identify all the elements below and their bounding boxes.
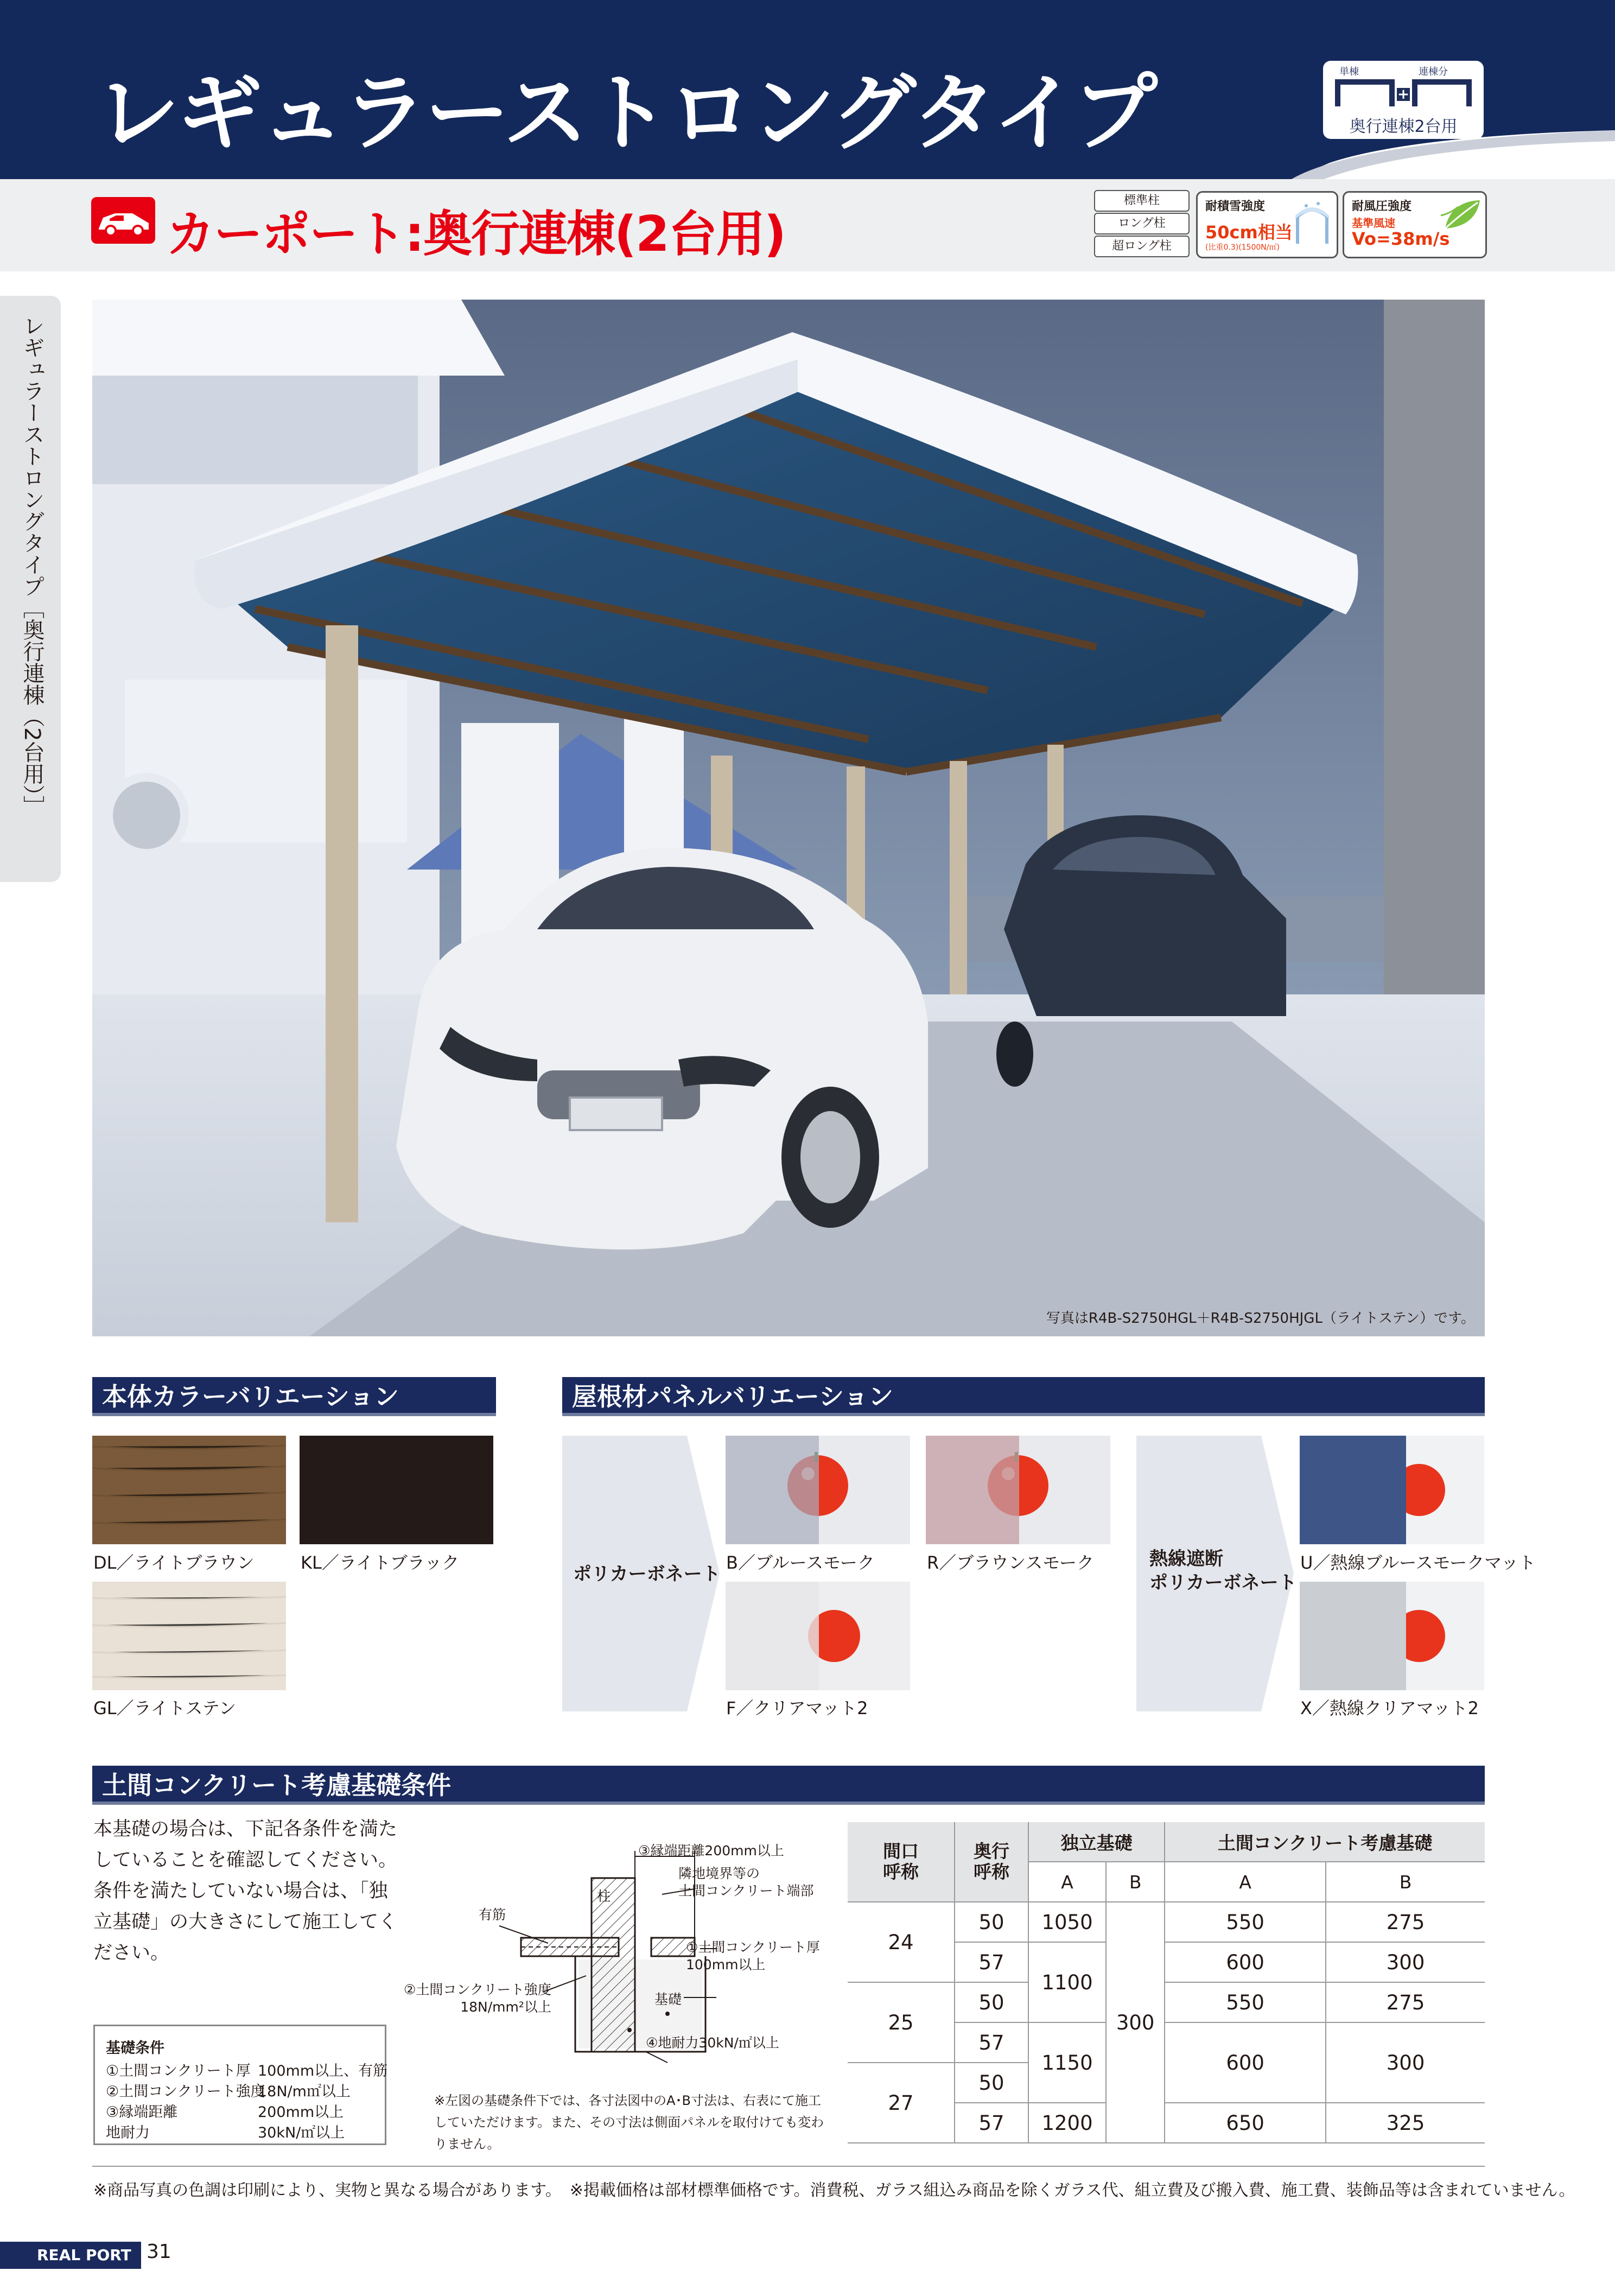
foundation-heading: 土間コンクリート考慮基礎条件 — [92, 1766, 1485, 1805]
snow-load-value: 50cm相当 — [1205, 222, 1293, 243]
swatch-label-gl: GL／ライトステン — [93, 1698, 237, 1718]
cell-width: 24 — [848, 1902, 955, 1982]
cell-slab-b: 325 — [1326, 2103, 1485, 2143]
condition-value: 100mm以上、有筋 — [258, 2063, 388, 2079]
cell-slab-a: 600 — [1165, 1942, 1326, 1982]
cell-slab-b: 300 — [1326, 2022, 1485, 2103]
col-header-width: 間口 呼称 — [848, 1822, 955, 1902]
col-header-b: B — [1106, 1862, 1165, 1902]
photo-caption: 写真はR4B-S2750HGL＋R4B-S2750HJGL（ライトステン）です。 — [1046, 1310, 1475, 1327]
carport-layout-icon — [1331, 75, 1476, 111]
page-number: 31 — [147, 2241, 171, 2263]
wind-load-value: Vo=38m/s — [1352, 229, 1450, 249]
svg-text:+: + — [1397, 86, 1409, 103]
cell-indep-b: 300 — [1106, 1902, 1165, 2143]
badge-caption: 奥行連棟2台用 — [1349, 117, 1458, 136]
diagram-label-bearing: ④地耐力30kN/㎡以上 — [646, 2035, 779, 2051]
wind-leaf-icon — [1440, 196, 1483, 234]
col-header-depth: 奥行 呼称 — [955, 1822, 1028, 1902]
swatch-light-stainless — [92, 1582, 286, 1690]
group-label-polycarbonate: ポリカーボネート — [573, 1563, 721, 1585]
cell-slab-b: 275 — [1326, 1902, 1485, 1942]
snow-load-spec — [1196, 191, 1338, 258]
condition-key: 地耐力 — [106, 2124, 150, 2141]
panel-brown-smoke — [926, 1436, 1110, 1544]
cell-indep-a: 1050 — [1028, 1902, 1106, 1942]
diagram-label-base: 基礎 — [654, 1991, 682, 2007]
section-title: カーポート:奥行連棟(2台用) — [166, 206, 785, 263]
snow-load-heading: 耐積雪強度 — [1205, 200, 1266, 213]
group-label-heat-shield: 熱線遮断 ポリカーボネート — [1149, 1548, 1297, 1594]
cell-depth: 50 — [955, 1902, 1028, 1942]
cell-width: 27 — [848, 2063, 955, 2143]
panel-label-r: R／ブラウンスモーク — [927, 1552, 1094, 1573]
foundation-description: 本基礎の場合は、下記各条件を満たしていることを確認してください。条件を満たしていない場合は、「独立基礎」の大きさにして施工してください。 — [93, 1818, 398, 1964]
product-photo — [92, 300, 1485, 1336]
cell-depth: 50 — [955, 1982, 1028, 2022]
col-header-a: A — [1028, 1862, 1106, 1902]
cell-depth: 57 — [955, 1942, 1028, 1982]
badge-label-extension: 連棟分 — [1419, 66, 1448, 78]
swatch-light-black — [300, 1436, 493, 1544]
col-header-a: A — [1165, 1862, 1326, 1902]
panel-clear-matte — [726, 1582, 910, 1690]
condition-value: 200mm以上 — [258, 2104, 344, 2121]
cell-slab-a: 550 — [1165, 1902, 1326, 1942]
foundation-conditions-box — [93, 2025, 386, 2145]
cell-indep-a: 1150 — [1028, 2022, 1106, 2103]
swatch-light-brown — [92, 1436, 286, 1544]
swatch-label-kl: KL／ライトブラック — [301, 1552, 460, 1573]
diagram-label-pillar: 柱 — [597, 1888, 611, 1904]
condition-key: ②土間コンクリート強度 — [106, 2083, 265, 2100]
badge-label-single: 単棟 — [1339, 66, 1359, 78]
condition-key: ①土間コンクリート厚 — [106, 2063, 251, 2079]
diagram-label-boundary: 隣地境界等の 土間コンクリート端部 — [678, 1866, 814, 1899]
page-title: レギュラーストロングタイプ — [95, 64, 1156, 162]
foundation-dimension-table — [848, 1822, 1485, 2143]
body-color-heading: 本体カラーバリエーション — [92, 1377, 496, 1416]
cell-slab-a: 550 — [1165, 1982, 1326, 2022]
col-header-b: B — [1326, 1862, 1485, 1902]
post-type-extra-long: 超ロング柱 — [1094, 236, 1190, 257]
cell-width: 25 — [848, 1982, 955, 2063]
diagram-label-thickness: ①土間コンクリート厚 100mm以上 — [686, 1939, 820, 1972]
cell-indep-a: 1100 — [1028, 1942, 1106, 2022]
diagram-label-edge-distance: ③縁端距離200mm以上 — [638, 1843, 784, 1859]
cell-depth: 57 — [955, 2022, 1028, 2063]
wind-load-heading: 耐風圧強度 — [1352, 200, 1412, 213]
diagram-note: ※左図の基礎条件下では、各寸法図中のA･B寸法は、右表にて施工していただけます。また、その寸法は側面パネルを取付けても変わりません。 — [434, 2093, 824, 2152]
condition-key: ③縁端距離 — [106, 2104, 178, 2121]
wind-load-spec — [1343, 191, 1487, 258]
footer-divider — [92, 2166, 1485, 2167]
diagram-label-strength: ②土間コンクリート強度 18N/mm²以上 — [404, 1982, 551, 2015]
condition-value: 30kN/㎡以上 — [258, 2124, 345, 2141]
layout-badge — [1323, 61, 1484, 139]
panel-label-b: B／ブルースモーク — [726, 1552, 875, 1573]
swatch-label-dl: DL／ライトブラウン — [93, 1552, 255, 1573]
conditions-title: 基礎条件 — [106, 2040, 164, 2057]
snow-load-note: (比重0.3)(1500N/㎡) — [1205, 243, 1280, 252]
panel-blue-smoke — [726, 1436, 910, 1544]
cell-slab-b: 300 — [1326, 1942, 1485, 1982]
cell-depth: 50 — [955, 2063, 1028, 2103]
wind-load-sub: 基準風速 — [1352, 217, 1395, 230]
snow-icon — [1294, 200, 1330, 247]
col-header-independent: 独立基礎 — [1028, 1822, 1165, 1862]
side-index-label: レギュラーストロングタイプ［奥行連棟（2台用）］ — [20, 315, 44, 817]
panel-label-u: U／熱線ブルースモークマット — [1300, 1552, 1536, 1573]
condition-value: 18N/m㎡以上 — [258, 2083, 351, 2100]
footnote: ※商品写真の色調は印刷により、実物と異なる場合があります。 ※掲載価格は部材標準価格です。消費税、ガラス組込み商品を除くガラス代、組立費及び搬入費、施工費、装飾品等は含まれていません。 — [93, 2181, 1575, 2200]
post-type-standard: 標準柱 — [1094, 190, 1190, 212]
cell-slab-b: 275 — [1326, 1982, 1485, 2022]
car-icon — [91, 197, 155, 244]
panel-heat-blue-smoke-matte — [1300, 1436, 1484, 1544]
roof-panel-heading: 屋根材パネルバリエーション — [562, 1377, 1485, 1416]
col-header-slab: 土間コンクリート考慮基礎 — [1165, 1822, 1485, 1862]
panel-heat-clear-matte — [1300, 1582, 1484, 1690]
cell-slab-a: 650 — [1165, 2103, 1326, 2143]
panel-label-x: X／熱線クリアマット2 — [1300, 1698, 1479, 1718]
footer-brand: REAL PORT Ⅳ — [0, 2242, 141, 2269]
post-type-long: ロング柱 — [1094, 213, 1190, 234]
cell-slab-a: 600 — [1165, 2022, 1326, 2103]
cell-depth: 57 — [955, 2103, 1028, 2143]
diagram-label-rebar: 有筋 — [479, 1907, 506, 1923]
panel-label-f: F／クリアマット2 — [726, 1698, 868, 1718]
cell-indep-a: 1200 — [1028, 2103, 1106, 2143]
